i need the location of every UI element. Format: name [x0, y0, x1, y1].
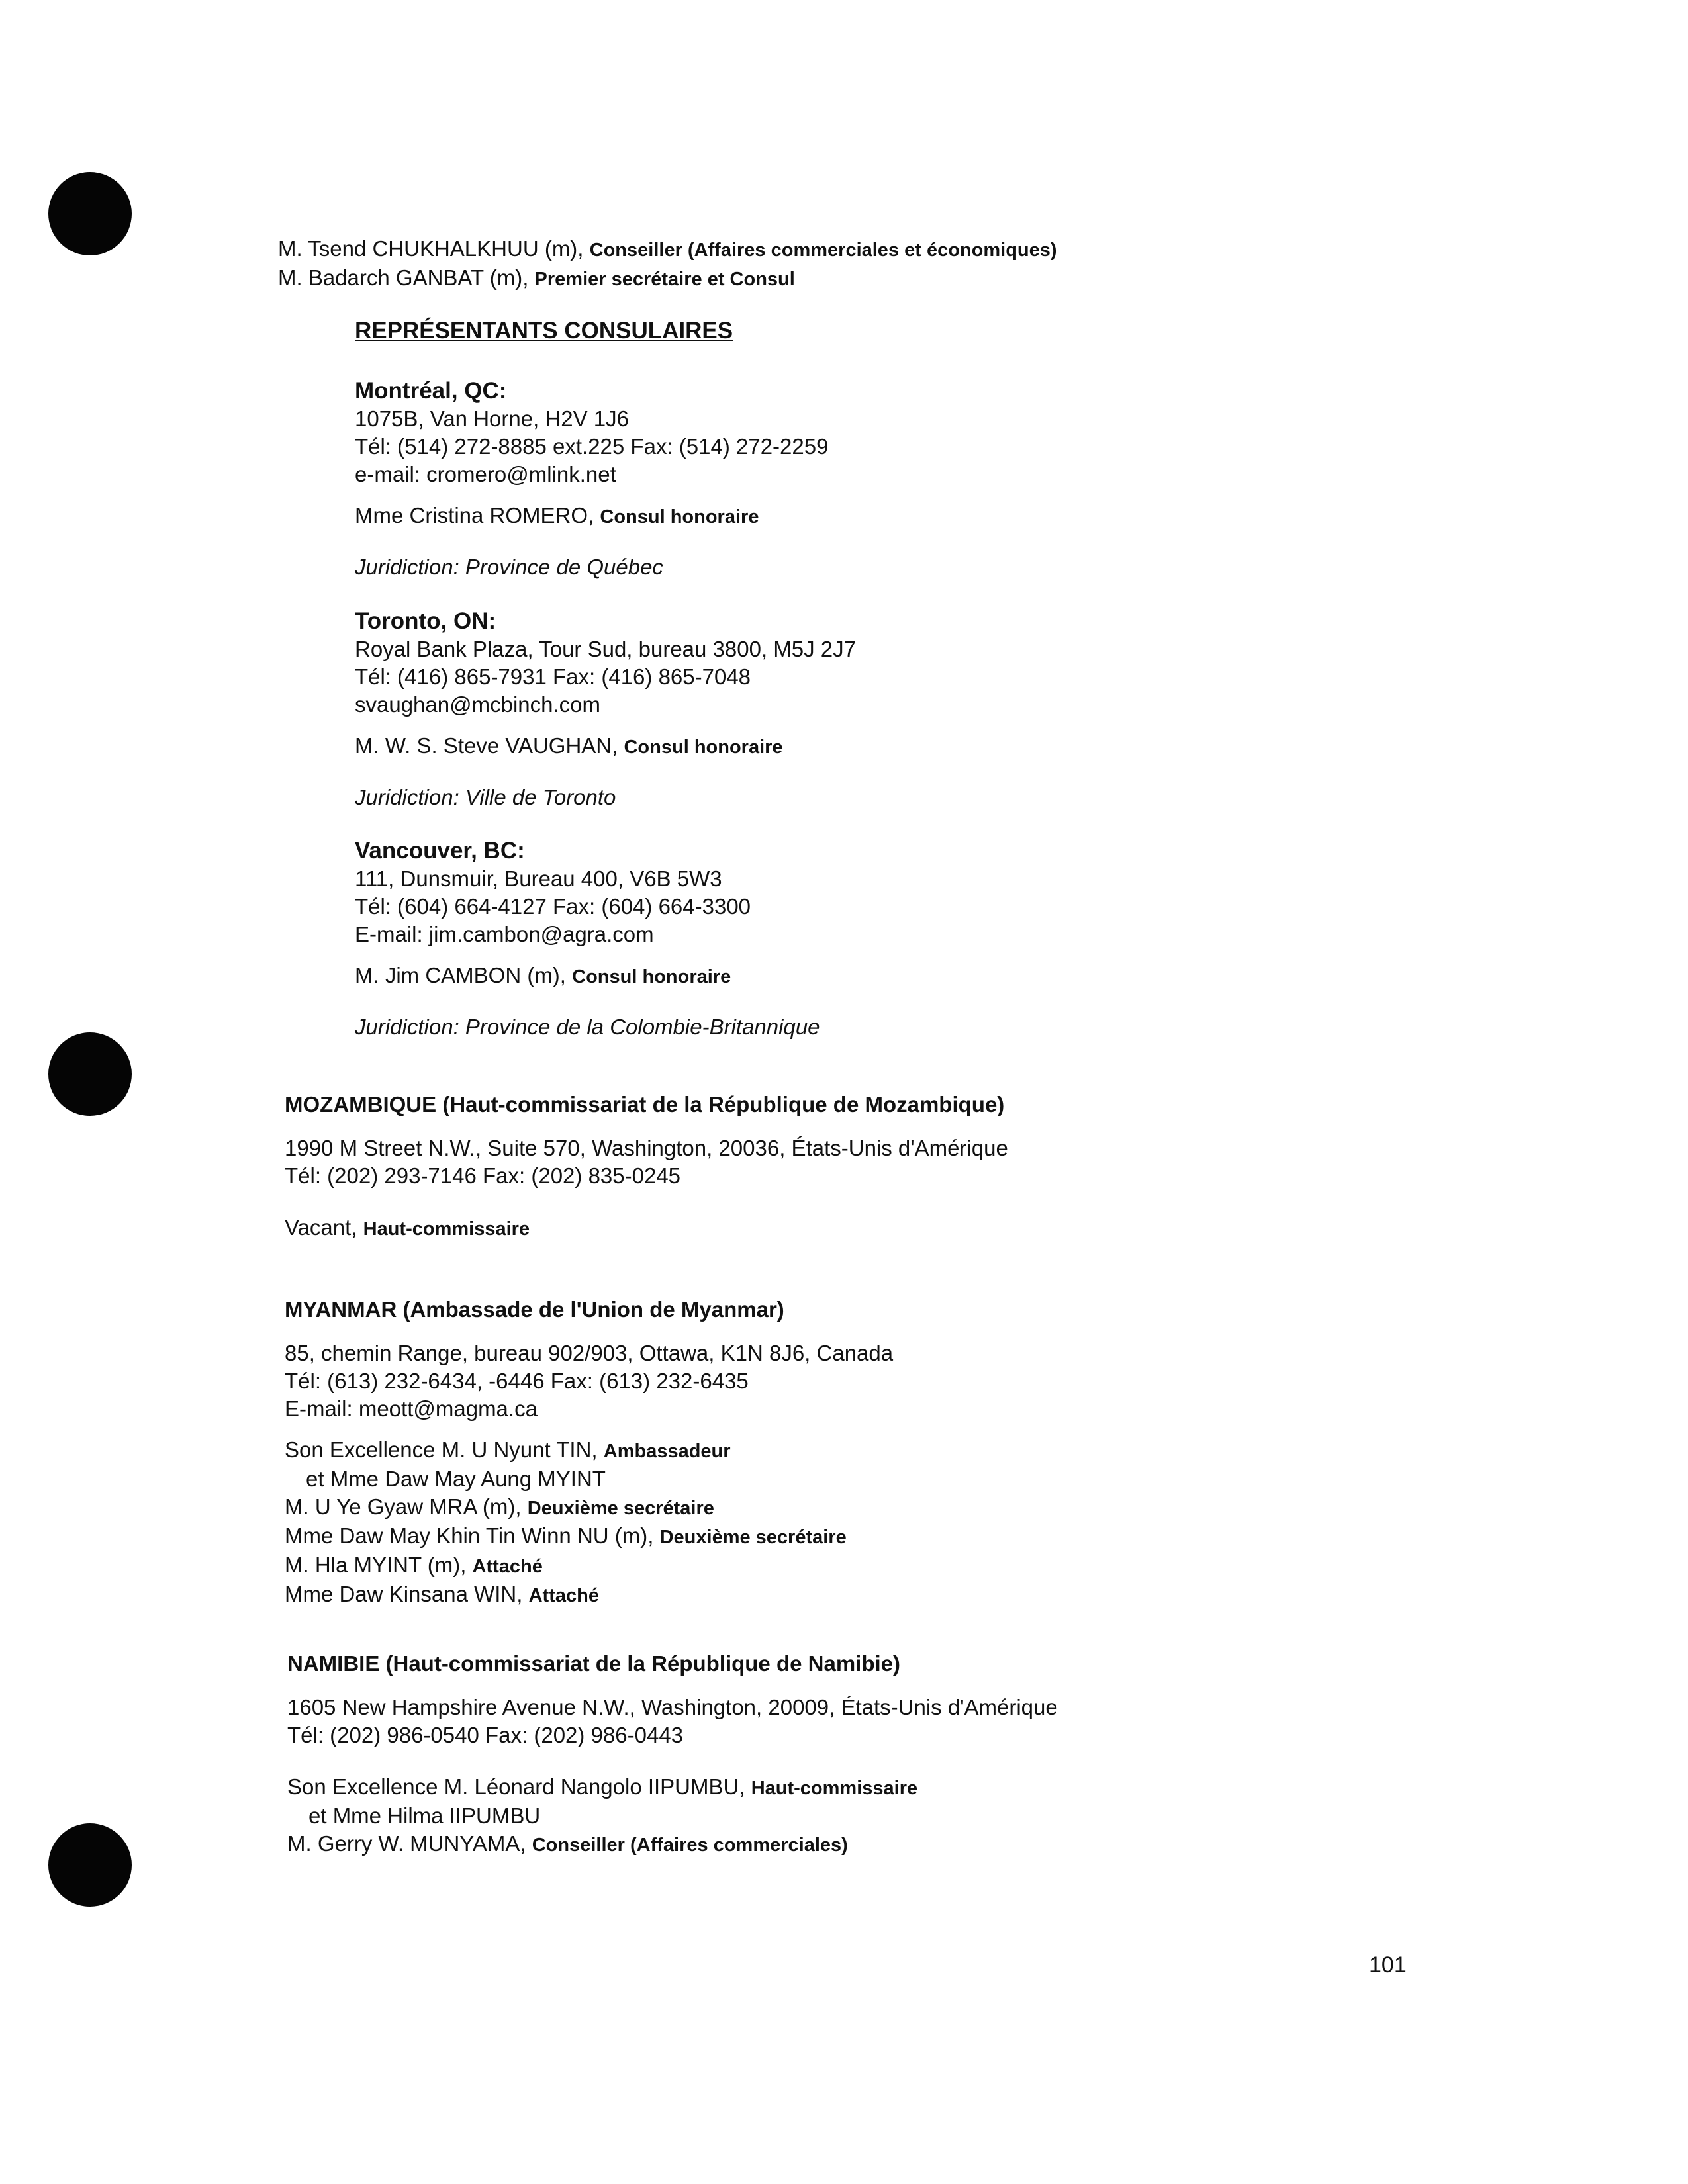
staff-line	[287, 1802, 1058, 1830]
country-name: MYANMAR	[285, 1297, 403, 1322]
staff-line	[285, 1465, 893, 1493]
jurisdiction-value: Ville de Toronto	[465, 785, 616, 809]
jurisdiction-value: Province de la Colombie-Britannique	[465, 1015, 820, 1039]
staff-title: Premier secrétaire et Consul	[534, 269, 795, 290]
punch-hole	[48, 1823, 132, 1907]
entry-mozambique	[285, 1092, 1008, 1243]
consul-title: Consul honoraire	[600, 506, 759, 527]
staff-name: et Mme Daw May Aung MYINT	[306, 1467, 606, 1491]
jurisdiction-line	[355, 785, 856, 810]
staff-line	[285, 1551, 893, 1580]
phone-line: Tél: (514) 272-8885 ext.225 Fax: (514) 272-2259	[355, 434, 829, 459]
jurisdiction-line	[355, 1015, 820, 1040]
consulate-toronto	[355, 608, 856, 810]
staff-title: Attaché	[528, 1585, 599, 1606]
email-line: E-mail: meott@magma.ca	[285, 1396, 538, 1421]
phone-line: Tél: (604) 664-4127 Fax: (604) 664-3300	[355, 894, 751, 919]
consul-line	[355, 502, 828, 531]
staff-name: Son Excellence M. U Nyunt TIN,	[285, 1437, 604, 1462]
staff-name: et Mme Hilma IIPUMBU	[308, 1803, 541, 1828]
phone-line: Tél: (613) 232-6434, -6446 Fax: (613) 232-6435	[285, 1369, 749, 1393]
consul-name: M. W. S. Steve VAUGHAN,	[355, 733, 624, 758]
staff-list	[278, 235, 1057, 293]
mission-name: (Haut-commissariat de la République de Namibie)	[385, 1651, 900, 1676]
entry-namibia	[287, 1651, 1058, 1859]
consul-name: Mme Cristina ROMERO,	[355, 503, 600, 527]
consul-title: Consul honoraire	[572, 966, 731, 987]
staff-title: Conseiller (Affaires commerciales et économiques)	[589, 240, 1057, 261]
address-line: 1990 M Street N.W., Suite 570, Washington, 20036, États-Unis d'Amérique	[285, 1136, 1008, 1160]
staff-title: Deuxième secrétaire	[659, 1527, 847, 1548]
consular-heading: REPRÉSENTANTS CONSULAIRES	[355, 318, 733, 343]
mission-name: (Haut-commissariat de la République de Mozambique)	[442, 1092, 1005, 1116]
consulate-montreal	[355, 377, 828, 580]
staff-title: Ambassadeur	[603, 1441, 731, 1462]
address-line: 1075B, Van Horne, H2V 1J6	[355, 406, 629, 431]
country-name: MOZAMBIQUE	[285, 1092, 443, 1116]
staff-line	[285, 1493, 893, 1522]
jurisdiction-line	[355, 555, 828, 580]
city-heading: Toronto, ON:	[355, 608, 496, 634]
page-number: 101	[1369, 1952, 1407, 1978]
staff-name: Son Excellence M. Léonard Nangolo IIPUMBU,	[287, 1774, 751, 1799]
staff-line	[278, 235, 1057, 264]
staff-name: M. U Ye Gyaw MRA (m),	[285, 1494, 528, 1519]
staff-name: Mme Daw Kinsana WIN,	[285, 1582, 529, 1606]
staff-line	[287, 1773, 1058, 1802]
staff-name: Vacant,	[285, 1215, 363, 1240]
country-heading	[287, 1651, 1058, 1676]
address-line: 85, chemin Range, bureau 902/903, Ottawa, K1N 8J6, Canada	[285, 1341, 894, 1365]
staff-line	[285, 1436, 893, 1465]
address-line: Royal Bank Plaza, Tour Sud, bureau 3800, M5J 2J7	[355, 637, 857, 661]
punch-hole	[48, 1032, 132, 1116]
staff-line	[285, 1580, 893, 1610]
staff-name: M. Tsend CHUKHALKHUU (m),	[278, 236, 590, 261]
jurisdiction-label: Juridiction:	[355, 785, 465, 809]
staff-name: Mme Daw May Khin Tin Winn NU (m),	[285, 1524, 660, 1548]
phone-line: Tél: (202) 986-0540 Fax: (202) 986-0443	[287, 1723, 684, 1747]
staff-name: M. Gerry W. MUNYAMA,	[287, 1831, 532, 1856]
address-line: 111, Dunsmuir, Bureau 400, V6B 5W3	[355, 866, 722, 891]
jurisdiction-label: Juridiction:	[355, 555, 465, 579]
phone-line: Tél: (416) 865-7931 Fax: (416) 865-7048	[355, 664, 751, 689]
entry-myanmar	[285, 1297, 893, 1610]
consul-line	[355, 962, 820, 991]
staff-line	[278, 264, 1057, 293]
email-line: e-mail: cromero@mlink.net	[355, 462, 616, 486]
staff-title: Attaché	[472, 1556, 543, 1577]
jurisdiction-value: Province de Québec	[465, 555, 663, 579]
phone-line: Tél: (202) 293-7146 Fax: (202) 835-0245	[285, 1163, 681, 1188]
punch-hole	[48, 172, 132, 255]
staff-name: M. Hla MYINT (m),	[285, 1553, 473, 1577]
country-heading	[285, 1092, 1008, 1117]
staff-name: M. Badarch GANBAT (m),	[278, 265, 535, 290]
staff-line	[285, 1522, 893, 1551]
staff-list	[285, 1436, 893, 1610]
consulate-vancouver	[355, 837, 820, 1040]
country-heading	[285, 1297, 893, 1322]
staff-line	[285, 1214, 1008, 1243]
consul-title: Consul honoraire	[624, 737, 783, 758]
consul-name: M. Jim CAMBON (m),	[355, 963, 573, 987]
email-line: E-mail: jim.cambon@agra.com	[355, 922, 654, 946]
mission-name: (Ambassade de l'Union de Myanmar)	[402, 1297, 784, 1322]
email-line: svaughan@mcbinch.com	[355, 692, 601, 717]
staff-title: Conseiller (Affaires commerciales)	[532, 1835, 848, 1856]
staff-title: Haut-commissaire	[751, 1778, 918, 1799]
staff-line	[287, 1830, 1058, 1859]
country-name: NAMIBIE	[287, 1651, 386, 1676]
city-heading: Montréal, QC:	[355, 378, 507, 404]
staff-title: Deuxième secrétaire	[527, 1498, 714, 1519]
consul-line	[355, 732, 856, 761]
staff-title: Haut-commissaire	[363, 1218, 530, 1240]
jurisdiction-label: Juridiction:	[355, 1015, 465, 1039]
staff-list	[287, 1773, 1058, 1859]
address-line: 1605 New Hampshire Avenue N.W., Washington, 20009, États-Unis d'Amérique	[287, 1695, 1058, 1719]
city-heading: Vancouver, BC:	[355, 838, 525, 864]
